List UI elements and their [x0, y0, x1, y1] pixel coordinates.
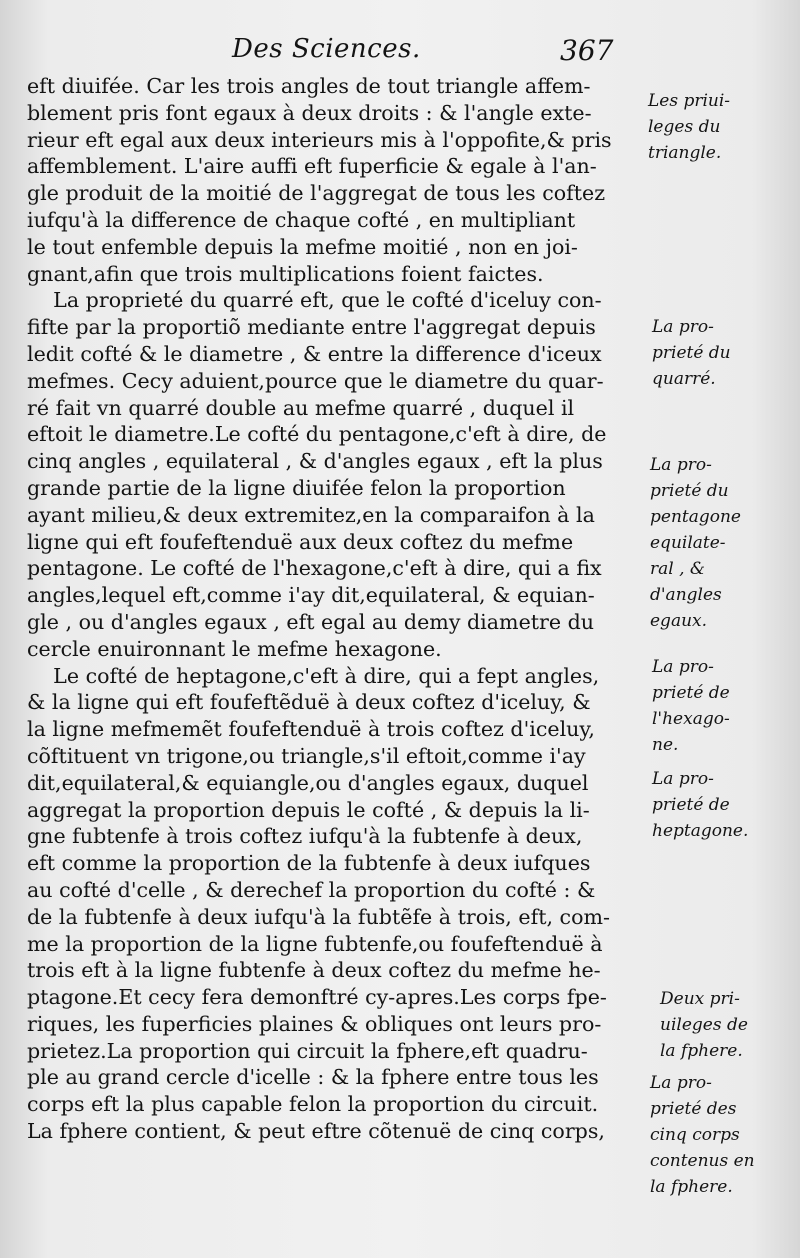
margin-note-triangle: Les priui- leges du triangle.	[648, 91, 731, 163]
text-line: gle , ou d'angles egaux , eft egal au demy diametre du	[27, 609, 595, 634]
text-line: cercle enuironnant le mefme hexagone.	[27, 636, 442, 661]
text-line: cinq angles , equilateral , & d'angles egaux , eft la plus	[27, 449, 603, 474]
page-number: 367	[560, 34, 614, 67]
text-line: La proprieté du quarré eft, que le cofté d'iceluy con-	[27, 288, 602, 313]
text-line: dit,equilateral,& equiangle,ou d'angles egaux, duquel	[27, 770, 589, 795]
text-line: la ligne mefmemẽt foufeftenduë à trois coftez d'iceluy,	[27, 717, 595, 742]
text-line: me la proportion de la ligne fubtenfe,ou foufeftenduë à	[27, 931, 603, 956]
text-line: trois eft à la ligne fubtenfe à deux coftez du mefme he-	[27, 958, 601, 983]
text-line: riques, les fuperficies plaines & obliques ont leurs pro-	[27, 1011, 602, 1036]
text-line: & la ligne qui eft foufeftẽduë à deux coftez d'iceluy, &	[27, 690, 591, 715]
text-line: ré fait vn quarré double au mefme quarré , duquel il	[27, 395, 575, 420]
text-line: blement pris font egaux à deux droits : & l'angle exte-	[27, 100, 592, 125]
text-line: eft diuifée. Car les trois angles de tout triangle affem-	[27, 74, 591, 98]
text-line: grande partie de la ligne diuifée felon la proportion	[27, 475, 566, 500]
text-line: ledit cofté & le diametre , & entre la difference d'iceux	[27, 341, 602, 366]
text-line: La fphere contient, & peut eftre cõtenuë de cinq corps,	[27, 1119, 605, 1144]
text-line: gle produit de la moitié de l'aggregat de tous les coftez	[27, 181, 606, 206]
text-line: angles,lequel eft,comme i'ay dit,equilateral, & equian-	[27, 583, 595, 608]
margin-note-heptagone: La pro- prieté de heptagone.	[652, 769, 749, 841]
text-line: gnant,afin que trois multiplications foient faictes.	[27, 261, 544, 286]
text-line: eft comme la proportion de la fubtenfe à deux iufques	[27, 851, 591, 876]
text-line: de la fubtenfe à deux iufqu'à la fubtẽfe à trois, eft, com-	[27, 904, 610, 929]
text-line: ple au grand cercle d'icelle : & la fphere entre tous les	[27, 1065, 599, 1090]
text-line: au cofté d'celle , & derechef la proportion du cofté : &	[27, 877, 596, 902]
text-line: cõftituent vn trigone,ou triangle,s'il eftoit,comme i'ay	[27, 743, 586, 768]
text-line: gne fubtenfe à trois coftez iufqu'à la fubtenfe à deux,	[27, 824, 583, 849]
text-line: ptagone.Et cecy fera demonftré cy-apres.Les corps fpe-	[27, 985, 607, 1010]
text-line: affemblement. L'aire auffi eft fuperficie & egale à l'an-	[27, 154, 597, 179]
body-text	[27, 73, 657, 1145]
margin-note-cinq-corps: La pro- prieté des cinq corps contenus en la fphere.	[650, 1073, 755, 1197]
text-line: aggregat la proportion depuis le cofté , & depuis la li-	[27, 797, 590, 822]
running-head: Des Sciences.	[232, 34, 421, 64]
margin-note-quarre: La pro- prieté du quarré.	[652, 317, 731, 389]
margin-note-pentagone: La pro- prieté du pentagone equilate- ral , & d'angles egaux.	[650, 455, 741, 631]
text-line: eftoit le diametre.Le cofté du pentagone,c'eft à dire, de	[27, 422, 607, 447]
margin-note-hexagone: La pro- prieté de l'hexago- ne.	[652, 657, 730, 755]
text-line: rieur eft egal aux deux interieurs mis à l'oppofite,& pris	[27, 127, 612, 152]
text-line: ligne qui eft foufeftenduë aux deux coftez du mefme	[27, 529, 574, 554]
text-line: prietez.La proportion qui circuit la fphere,eft quadru-	[27, 1038, 588, 1063]
text-line: iufqu'à la difference de chaque cofté , en multipliant	[27, 207, 576, 232]
margin-note-sphere: Deux pri- uileges de la fphere.	[660, 989, 748, 1061]
text-line: mefmes. Cecy aduient,pource que le diametre du quar-	[27, 368, 604, 393]
text-line: Le cofté de heptagone,c'eft à dire, qui a fept angles,	[27, 663, 600, 688]
text-line: pentagone. Le cofté de l'hexagone,c'eft à dire, qui a fix	[27, 556, 602, 581]
text-line: ayant milieu,& deux extremitez,en la comparaifon à la	[27, 502, 595, 527]
text-line: le tout enfemble depuis la mefme moitié , non en joi-	[27, 234, 578, 259]
text-line: corps eft la plus capable felon la proportion du circuit.	[27, 1092, 599, 1117]
text-line: fifte par la proportiõ mediante entre l'aggregat depuis	[27, 315, 596, 340]
